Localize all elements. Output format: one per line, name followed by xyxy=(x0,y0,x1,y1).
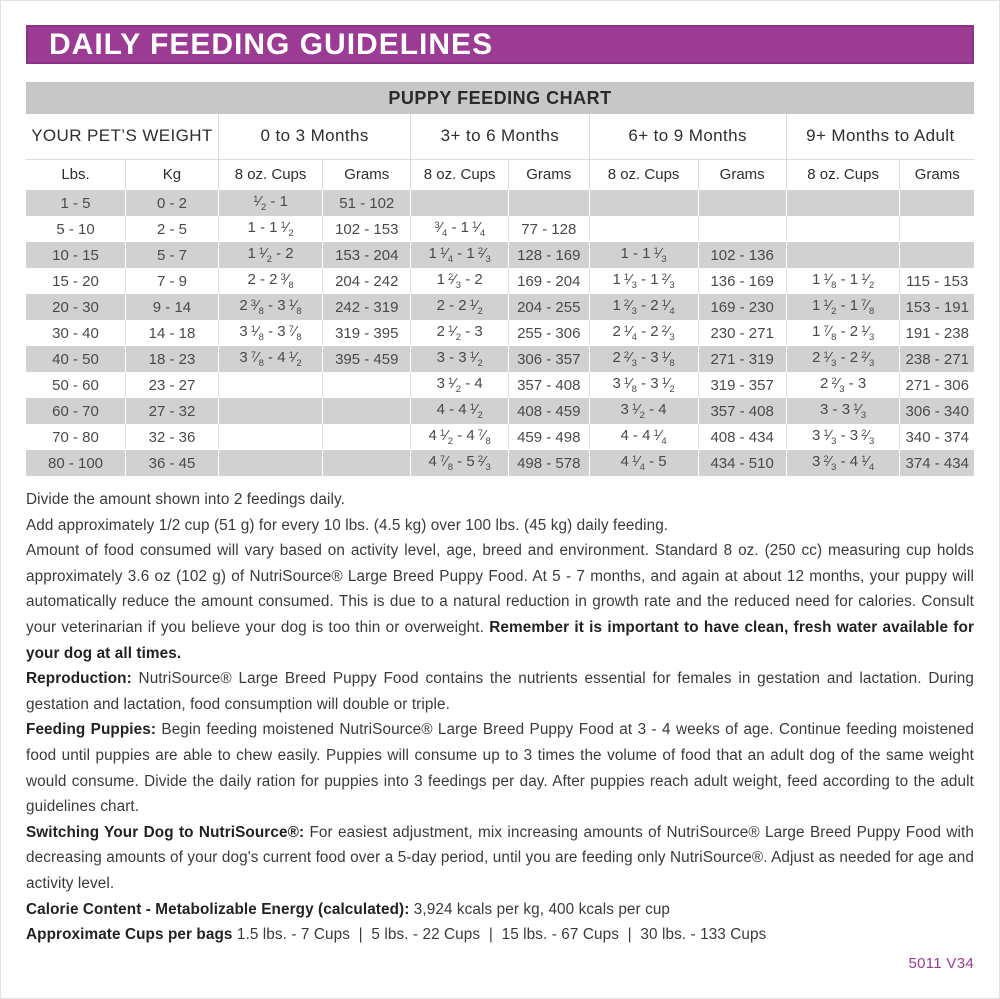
cups-cell: 1 - 1 $^1⁄_2$ xyxy=(218,216,322,242)
grams-cell: 204 - 242 xyxy=(323,268,411,294)
weight-cell: 60 - 70 xyxy=(26,398,126,424)
weight-cell: 14 - 18 xyxy=(126,320,219,346)
cups-cell: 4 - 4 $^1⁄_2$ xyxy=(411,398,509,424)
product-code: 5011 V34 xyxy=(908,955,974,972)
cups-cell xyxy=(411,190,509,216)
chart-title: PUPPY FEEDING CHART xyxy=(26,82,974,114)
cups-cell: 3 - 3 $^1⁄_2$ xyxy=(411,346,509,372)
weight-cell: 7 - 9 xyxy=(126,268,219,294)
note-paragraph xyxy=(26,897,974,923)
table-sub-header-row xyxy=(26,159,974,190)
grams-cell: 102 - 136 xyxy=(698,242,786,268)
grams-cell: 51 - 102 xyxy=(323,190,411,216)
grams-cell xyxy=(698,190,786,216)
cups-cell: 1 $^1⁄_8 - 1$ $^1⁄_2$ xyxy=(786,268,900,294)
cups-cell xyxy=(786,216,900,242)
cups-cell: 2 $^2⁄_3 - 3$ $^1⁄_8$ xyxy=(589,346,698,372)
cups-cell: 3 $^1⁄_8 - 3$ $^7⁄_8$ xyxy=(218,320,322,346)
weight-cell: 1 - 5 xyxy=(26,190,126,216)
cups-cell: 2 $^1⁄_3 - 2$ $^2⁄_3$ xyxy=(786,346,900,372)
weight-cell: 30 - 40 xyxy=(52,324,99,342)
grams-cell xyxy=(323,372,411,398)
note-paragraph xyxy=(26,820,974,897)
grams-cell: 169 - 204 xyxy=(508,268,589,294)
cups-cell: $^3⁄_4 - 1$ $^1⁄_4$ xyxy=(411,216,509,242)
cups-cell: 1 $^2⁄_3 - 2$ $^1⁄_4$ xyxy=(589,294,698,320)
cups-cell: 2 - 2 $^3⁄_8$ xyxy=(218,268,322,294)
cups-cell: 3 $^7⁄_8 - 4$ $^1⁄_2$ xyxy=(218,346,322,372)
note-paragraph xyxy=(26,487,974,513)
group-header-weight: YOUR PET’S WEIGHT xyxy=(26,114,218,159)
grams-cell: 102 - 153 xyxy=(323,216,411,242)
grams-cell: 306 - 357 xyxy=(508,346,589,372)
note-bold-text: Switching Your Dog to NutriSource®: xyxy=(26,823,310,841)
cups-cell: 2 $^1⁄_4 - 2$ $^2⁄_3$ xyxy=(589,320,698,346)
page-title: DAILY FEEDING GUIDELINES xyxy=(26,25,974,64)
cups-cell: 1 $^2⁄_3 - 2$ xyxy=(411,268,509,294)
cups-cell: 3 $^1⁄_3 - 3$ $^2⁄_3$ xyxy=(786,424,900,450)
grams-cell: 498 - 578 xyxy=(508,450,589,476)
cups-cell: 3 $^1⁄_2 - 4$ xyxy=(411,372,509,398)
grams-cell: 357 - 408 xyxy=(698,398,786,424)
grams-cell: 408 - 434 xyxy=(698,424,786,450)
group-header-9-adult: 9+ Months to Adult xyxy=(786,114,974,159)
note-text: 1.5 lbs. - 7 Cups | 5 lbs. - 22 Cups | 15 lbs. - 67 Cups | 30 lbs. - 133 Cups xyxy=(236,926,767,944)
sub-header-grams-4: Grams xyxy=(900,159,974,190)
table-row xyxy=(26,320,974,346)
grams-cell: 357 - 408 xyxy=(508,372,589,398)
weight-cell: 36 - 45 xyxy=(126,450,219,476)
weight-cell: 70 - 80 xyxy=(52,428,99,446)
cups-cell: 4 $^7⁄_8 - 5$ $^2⁄_3$ xyxy=(411,450,509,476)
grams-cell: 169 - 230 xyxy=(698,294,786,320)
cups-cell: 4 - 4 $^1⁄_4$ xyxy=(589,424,698,450)
grams-cell: 153 - 204 xyxy=(323,242,411,268)
grams-cell: 434 - 510 xyxy=(698,450,786,476)
cups-cell: 1 - 1 $^1⁄_3$ xyxy=(589,242,698,268)
weight-cell: 50 - 60 xyxy=(52,376,99,394)
cups-cell: 2 $^3⁄_8 - 3$ $^1⁄_8$ xyxy=(218,294,322,320)
cups-cell xyxy=(786,190,900,216)
weight-cell: 9 - 14 xyxy=(126,294,219,320)
note-paragraph xyxy=(26,666,974,717)
cups-cell xyxy=(218,372,322,398)
note-text: Add approximately 1/2 cup (51 g) for every 10 lbs. (4.5 kg) over 100 lbs. (45 kg) daily feeding. xyxy=(26,516,669,534)
grams-cell xyxy=(323,450,411,476)
weight-cell: 0 - 2 xyxy=(126,190,219,216)
note-bold-text: Feeding Puppies: xyxy=(26,721,162,739)
cups-cell: 3 $^2⁄_3 - 4$ $^1⁄_4$ xyxy=(786,450,900,476)
table-row xyxy=(26,450,974,476)
weight-cell: 32 - 36 xyxy=(126,424,219,450)
group-header-3-6-months: 3+ to 6 Months xyxy=(411,114,589,159)
weight-cell: 5 - 7 xyxy=(126,242,219,268)
sub-header-kg: Kg xyxy=(126,159,219,190)
cups-cell: 1 $^1⁄_2 - 2$ xyxy=(218,242,322,268)
cups-cell: 1 $^1⁄_3 - 1$ $^2⁄_3$ xyxy=(589,268,698,294)
cups-cell: 4 $^1⁄_2 - 4$ $^7⁄_8$ xyxy=(411,424,509,450)
grams-cell: 115 - 153 xyxy=(900,268,974,294)
grams-cell: 271 - 319 xyxy=(698,346,786,372)
grams-cell xyxy=(323,398,411,424)
grams-cell: 319 - 357 xyxy=(698,372,786,398)
grams-cell xyxy=(900,190,974,216)
sub-header-grams-2: Grams xyxy=(508,159,589,190)
cups-cell: 1 $^1⁄_4 - 1$ $^2⁄_3$ xyxy=(411,242,509,268)
table-row xyxy=(26,268,974,294)
note-text: Begin feeding moistened NutriSource® Large Breed Puppy Food at 3 - 4 weeks of age. Continue feeding moistened food until puppies are able to chew easily. Puppies will consume up to 3 times the volume of food that an adult dog of the same weight would consume. Divide the daily ration for puppies into 3 feedings per day. After puppies reach adult weight, feed according to the adult guidelines chart. xyxy=(26,721,974,816)
table-row xyxy=(26,372,974,398)
weight-cell: 27 - 32 xyxy=(126,398,219,424)
group-header-0-3-months: 0 to 3 Months xyxy=(218,114,410,159)
grams-cell: 153 - 191 xyxy=(900,294,974,320)
weight-cell: 20 - 30 xyxy=(26,294,126,320)
weight-cell: 5 - 10 xyxy=(56,220,95,238)
weight-cell: 18 - 23 xyxy=(126,346,219,372)
cups-cell: 1 $^1⁄_2 - 1$ $^7⁄_8$ xyxy=(786,294,900,320)
sub-header-cups-4: 8 oz. Cups xyxy=(786,159,900,190)
note-bold-text: Reproduction: xyxy=(26,670,139,688)
puppy-feeding-table xyxy=(26,114,974,476)
grams-cell: 136 - 169 xyxy=(698,268,786,294)
cups-cell xyxy=(218,424,322,450)
sub-header-cups-1: 8 oz. Cups xyxy=(218,159,322,190)
grams-cell: 319 - 395 xyxy=(323,320,411,346)
table-row xyxy=(26,398,974,424)
table-row xyxy=(26,346,974,372)
table-row xyxy=(26,216,974,242)
sub-header-lbs: Lbs. xyxy=(61,166,90,184)
note-paragraph xyxy=(26,538,974,666)
weight-cell: 15 - 20 xyxy=(52,272,99,290)
cups-cell: 1 $^7⁄_8 - 2$ $^1⁄_3$ xyxy=(786,320,900,346)
grams-cell: 242 - 319 xyxy=(323,294,411,320)
grams-cell xyxy=(698,216,786,242)
group-header-6-9-months: 6+ to 9 Months xyxy=(589,114,786,159)
cups-cell xyxy=(218,450,322,476)
grams-cell xyxy=(508,190,589,216)
grams-cell: 395 - 459 xyxy=(323,346,411,372)
note-text: NutriSource® Large Breed Puppy Food contains the nutrients essential for females in gestation and lactation. During gestation and lactation, food consumption will double or triple. xyxy=(26,670,975,713)
sub-header-cups-3: 8 oz. Cups xyxy=(589,159,698,190)
note-bold-text: Remember it is important to have clean, fresh water available for your dog at all times. xyxy=(26,618,974,662)
grams-cell xyxy=(900,216,974,242)
weight-cell: 40 - 50 xyxy=(26,346,126,372)
cups-cell xyxy=(786,242,900,268)
grams-cell: 271 - 306 xyxy=(900,372,974,398)
grams-cell: 128 - 169 xyxy=(508,242,589,268)
grams-cell: 374 - 434 xyxy=(900,450,974,476)
cups-cell: 3 $^1⁄_8 - 3$ $^1⁄_2$ xyxy=(589,372,698,398)
grams-cell xyxy=(900,242,974,268)
grams-cell: 77 - 128 xyxy=(508,216,589,242)
weight-cell: 80 - 100 xyxy=(26,450,126,476)
cups-cell: $^1⁄_2 - 1$ xyxy=(218,190,322,216)
cups-cell xyxy=(589,216,698,242)
grams-cell: 255 - 306 xyxy=(508,320,589,346)
grams-cell: 191 - 238 xyxy=(900,320,974,346)
cups-cell xyxy=(589,190,698,216)
table-group-header-row xyxy=(26,114,974,159)
cups-cell: 3 - 3 $^1⁄_3$ xyxy=(786,398,900,424)
note-text: For easiest adjustment, mix increasing amounts of NutriSource® Large Breed Puppy Food with decreasing amounts of your dog's current food over a 5-day period, until you are feeding only NutriSource®. Adjust as needed for age and activity level. xyxy=(26,823,974,892)
sub-header-grams-3: Grams xyxy=(698,159,786,190)
cups-cell: 4 $^1⁄_4 - 5$ xyxy=(589,450,698,476)
table-row xyxy=(26,424,974,450)
table-row xyxy=(26,294,974,320)
note-paragraph xyxy=(26,922,974,948)
cups-cell xyxy=(218,398,322,424)
grams-cell: 408 - 459 xyxy=(508,398,589,424)
note-bold-text: Approximate Cups per bags xyxy=(26,926,237,944)
cups-cell: 2 $^1⁄_2 - 3$ xyxy=(411,320,509,346)
grams-cell: 306 - 340 xyxy=(900,398,974,424)
table-row xyxy=(26,190,974,216)
grams-cell: 238 - 271 xyxy=(900,346,974,372)
sub-header-cups-2: 8 oz. Cups xyxy=(411,159,509,190)
weight-cell: 23 - 27 xyxy=(126,372,219,398)
grams-cell xyxy=(323,424,411,450)
note-bold-text: Calorie Content - Metabolizable Energy (calculated): xyxy=(26,900,414,918)
grams-cell: 459 - 498 xyxy=(508,424,589,450)
grams-cell: 204 - 255 xyxy=(508,294,589,320)
note-paragraph xyxy=(26,513,974,539)
note-text: Divide the amount shown into 2 feedings daily. xyxy=(26,491,345,508)
grams-cell: 340 - 374 xyxy=(900,424,974,450)
note-text: Amount of food consumed will vary based on activity level, age, breed and environment. Standard 8 oz. (250 cc) measuring cup holds approximately 3.6 oz (102 g) of NutriSource® Large Breed Puppy Food. At 5 - 7 months, and again at about 12 months, your puppy will automatically reduce the amount consumed. This is due to a natural reduction in growth rate and the reduced need for calories. Consult your veterinarian if you believe your dog is too thin or overweight. xyxy=(26,542,974,636)
weight-cell: 10 - 15 xyxy=(26,242,126,268)
note-text: 3,924 kcals per kg, 400 kcals per cup xyxy=(413,900,671,918)
weight-cell: 2 - 5 xyxy=(126,216,219,242)
feeding-notes xyxy=(26,487,974,948)
cups-cell: 3 $^1⁄_2 - 4$ xyxy=(589,398,698,424)
cups-cell: 2 $^2⁄_3 - 3$ xyxy=(786,372,900,398)
table-row xyxy=(26,242,974,268)
sub-header-grams-1: Grams xyxy=(323,159,411,190)
grams-cell: 230 - 271 xyxy=(698,320,786,346)
cups-cell: 2 - 2 $^1⁄_2$ xyxy=(411,294,509,320)
note-paragraph xyxy=(26,717,974,819)
